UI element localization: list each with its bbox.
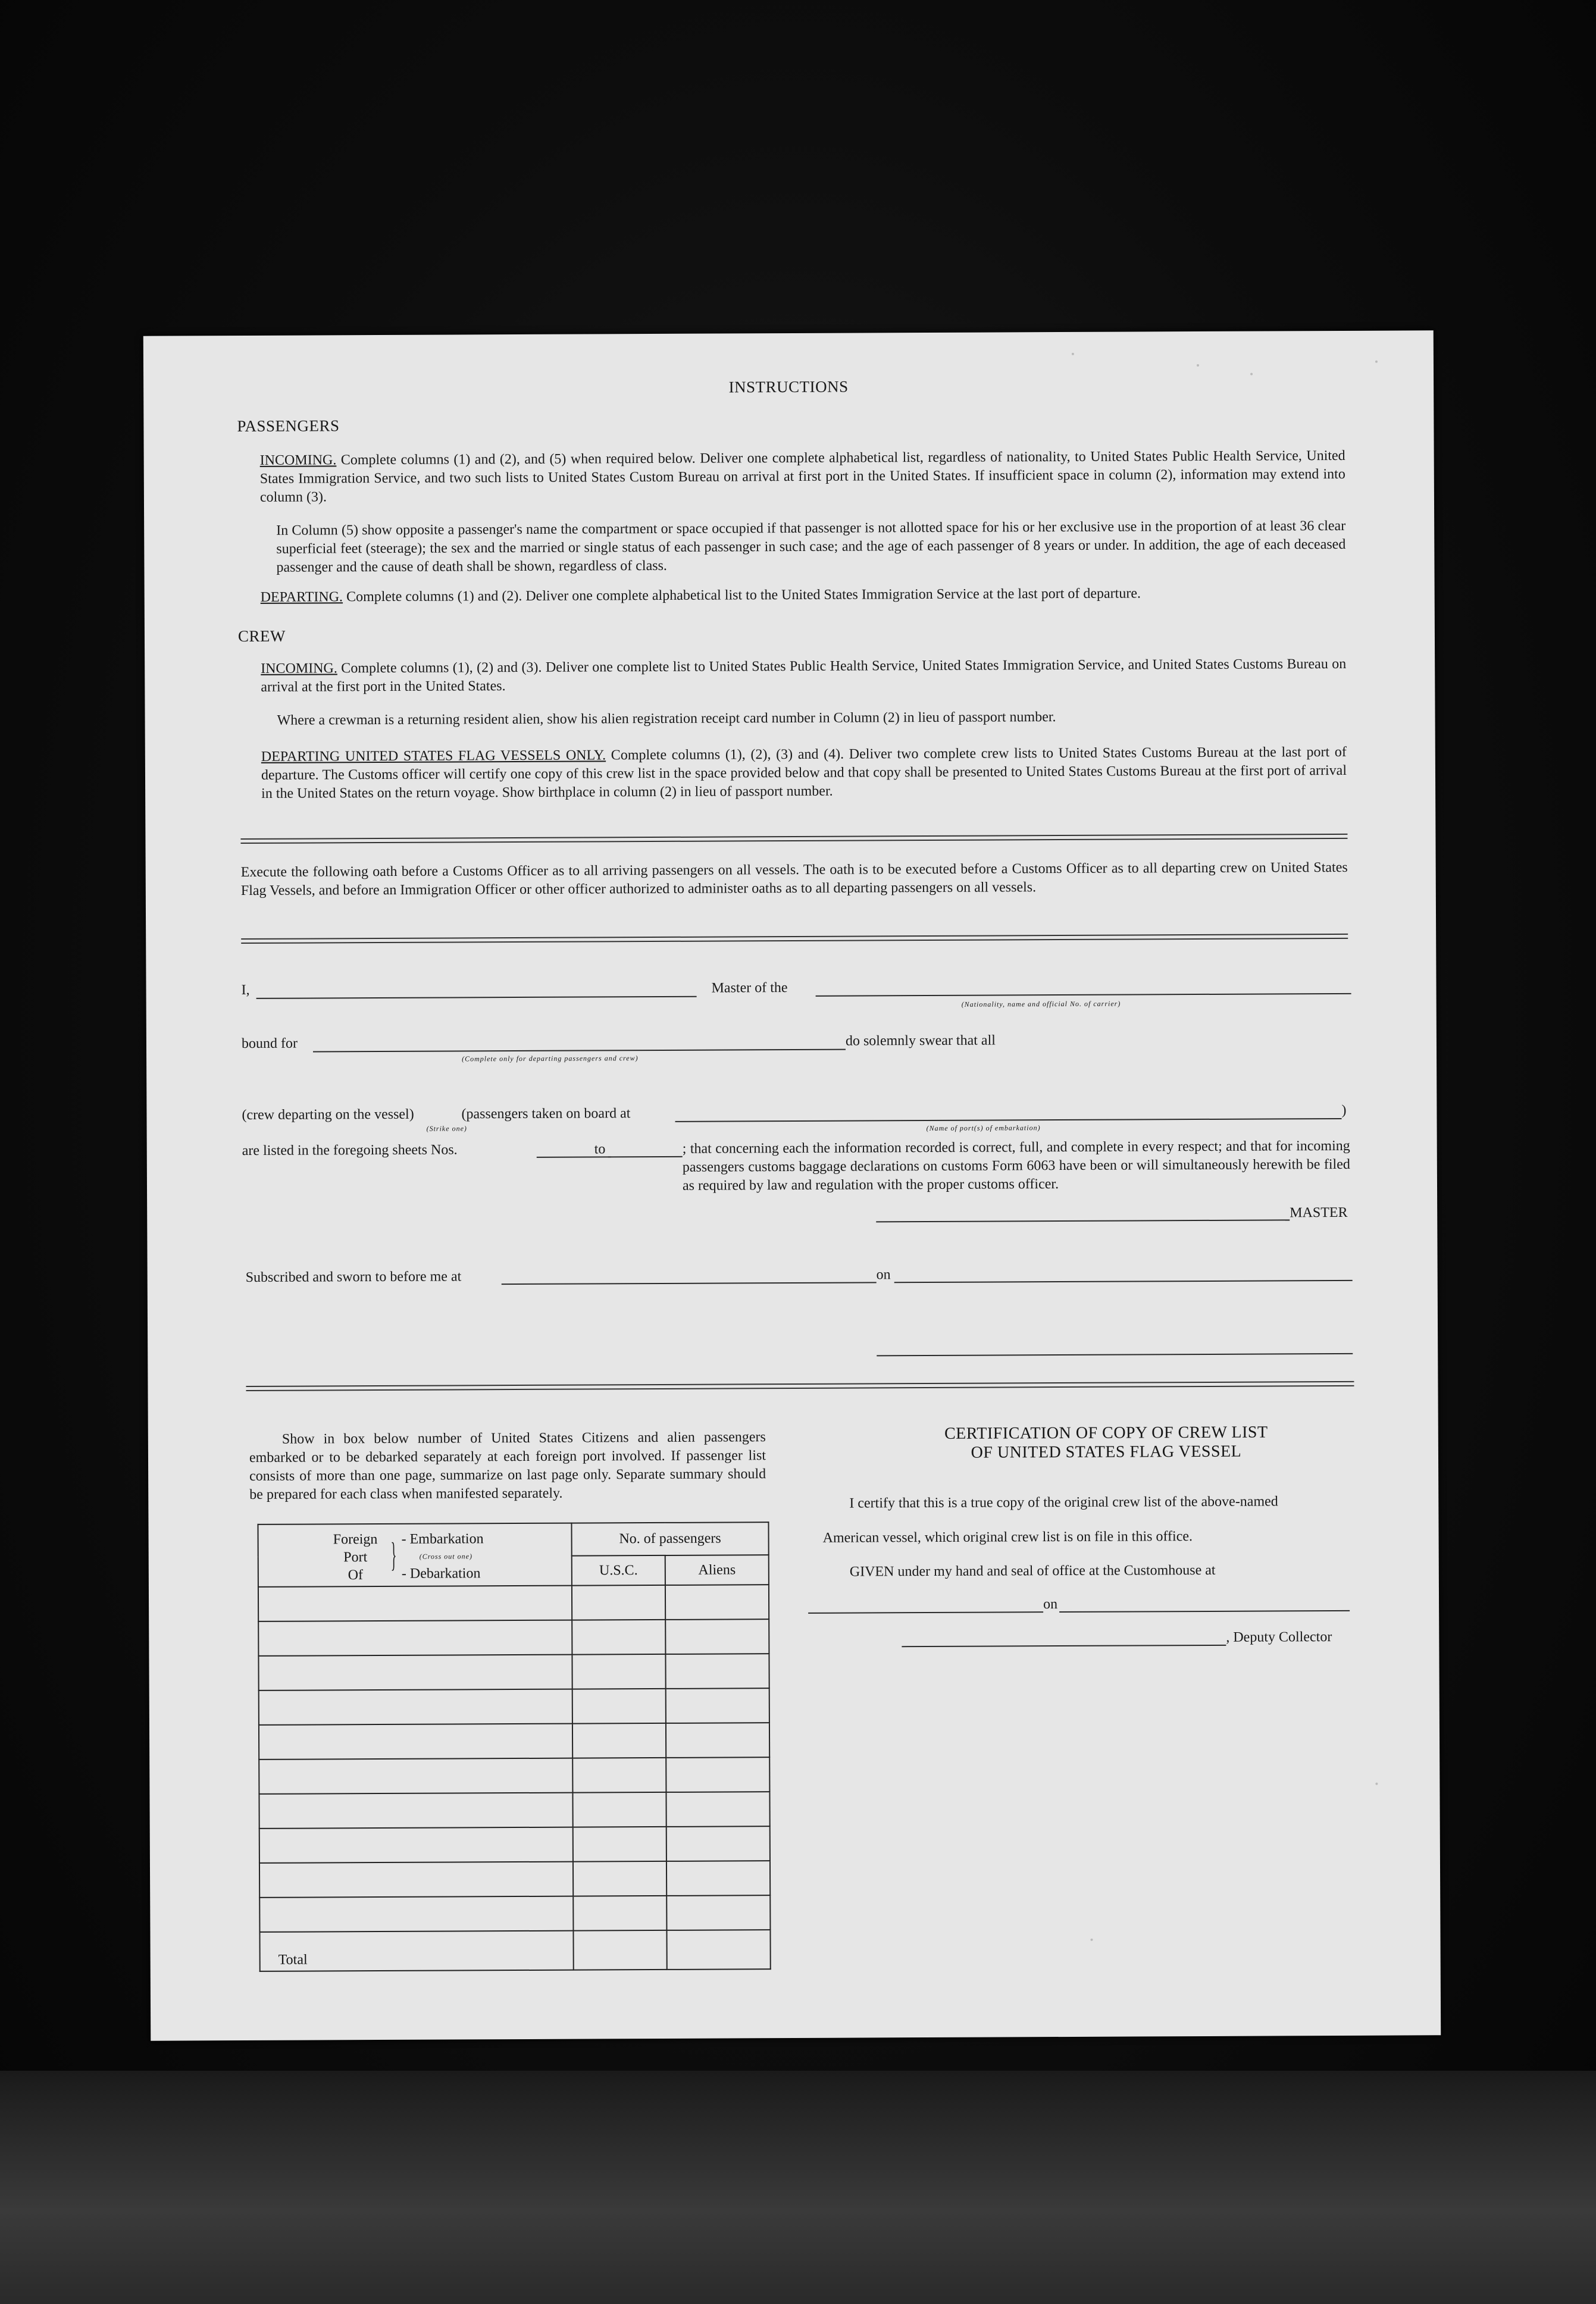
section-divider	[240, 834, 1347, 844]
usc-cell[interactable]	[572, 1792, 666, 1827]
passenger-summary-table	[257, 1522, 771, 1972]
dust-speck	[1091, 1939, 1093, 1941]
master-signature-field[interactable]	[876, 1219, 1290, 1222]
usc-cell[interactable]	[573, 1827, 666, 1862]
american-vessel-statement: American vessel, which original crew list is on file in this office.	[822, 1529, 1193, 1546]
dust-speck	[1375, 1783, 1378, 1785]
swear-label: do solemnly swear that all	[845, 1032, 996, 1049]
port-cell[interactable]	[258, 1586, 572, 1621]
port-label: Port	[343, 1549, 368, 1566]
of-label: Of	[348, 1567, 364, 1583]
passengers-incoming-paragraph	[260, 447, 1345, 507]
aliens-cell[interactable]	[666, 1792, 769, 1827]
ports-note: (Name of port(s) of embarkation)	[926, 1123, 1041, 1133]
crew-resident-paragraph: Where a crewman is a returning resident alien, show his alien registration receipt card number in Column (2) in lieu of passport number.	[277, 709, 1056, 728]
aliens-cell[interactable]	[666, 1861, 770, 1896]
deputy-collector-signature[interactable]	[902, 1645, 1226, 1647]
certification-title-1: CERTIFICATION OF COPY OF CREW LIST	[944, 1423, 1268, 1443]
document-page	[143, 330, 1441, 2040]
port-cell[interactable]	[258, 1655, 572, 1691]
sworn-at-field[interactable]	[502, 1282, 877, 1285]
certification-on-label: on	[1043, 1596, 1058, 1613]
crew-departing-text: Complete columns (1), (2), (3) and (4). Deliver two complete crew lists to United States Customs Bureau at the last port of departure. The Customs officer will certify one copy of this crew list in the space provided below and that copy shall be presented to United States Customs Bureau at the first port of arrival in the United States on the return voyage. Show birthplace in column (2) in lieu of passport number.	[261, 744, 1347, 802]
listed-sheets-label: are listed in the foregoing sheets Nos.	[242, 1142, 458, 1159]
usc-cell[interactable]	[572, 1723, 666, 1758]
foreign-label: Foreign	[333, 1532, 378, 1548]
debarkation-label: - Debarkation	[401, 1566, 481, 1582]
master-name-field[interactable]	[256, 996, 697, 999]
usc-header: U.S.C.	[572, 1555, 665, 1586]
aliens-cell[interactable]	[665, 1654, 769, 1689]
port-header-cell	[258, 1523, 571, 1587]
passengers-heading: PASSENGERS	[237, 417, 340, 436]
port-cell[interactable]	[259, 1862, 573, 1898]
vessel-field[interactable]	[816, 993, 1351, 997]
embarkation-ports-field[interactable]	[675, 1118, 1342, 1122]
passengers-departing-text: Complete columns (1) and (2). Deliver one complete alphabetical list to the United States Immigration Service at the last port of departure.	[346, 586, 1141, 605]
customhouse-field[interactable]	[808, 1611, 1043, 1614]
no-of-passengers-header: No. of passengers	[571, 1522, 768, 1555]
aliens-cell[interactable]	[666, 1757, 769, 1792]
complete-only-note: (Complete only for departing passengers and crew)	[462, 1054, 639, 1063]
close-paren: )	[1341, 1102, 1347, 1118]
sheets-to-label: to	[594, 1141, 606, 1157]
usc-cell[interactable]	[572, 1620, 665, 1655]
usc-cell[interactable]	[573, 1861, 666, 1896]
aliens-total-cell[interactable]	[666, 1930, 770, 1970]
dust-speck	[1197, 364, 1199, 367]
crew-incoming-text: Complete columns (1), (2) and (3). Deliver one complete list to United States Public Health Service, United States Immigration Service, and United States Customs Bureau on arrival at the first port in the United States.	[261, 656, 1347, 695]
aliens-cell[interactable]	[665, 1619, 769, 1654]
crew-departing-option: (crew departing on the vessel)	[242, 1106, 414, 1123]
total-label: Total	[259, 1931, 573, 1971]
bound-for-field[interactable]	[313, 1049, 846, 1053]
usc-cell[interactable]	[572, 1758, 666, 1793]
oath-divider	[241, 934, 1348, 944]
bound-for-label: bound for	[241, 1035, 298, 1052]
listed-statement: ; that concerning each the information recorded is correct, full, and complete in every respect; and that for incoming passengers customs baggage declarations on customs Form 6063 have been or will simultaneously herewith be filed as required by law and regulation with the proper customs officer.	[682, 1138, 1350, 1194]
aliens-header: Aliens	[665, 1555, 769, 1585]
usc-cell[interactable]	[573, 1896, 666, 1931]
dust-speck	[1250, 373, 1253, 375]
officer-signature-field[interactable]	[877, 1353, 1353, 1356]
subscribed-label: Subscribed and sworn to before me at	[245, 1269, 462, 1286]
dust-speck	[1375, 361, 1378, 363]
certify-statement: I certify that this is a true copy of the original crew list of the above-named	[849, 1494, 1278, 1511]
passengers-departing-paragraph	[261, 584, 1346, 607]
passengers-incoming-text: Complete columns (1) and (2), and (5) when required below. Deliver one complete alphabetical list, regardless of nationality, to United States Public Health Service, United States Immigration Service, and two such lists to United States Custom Bureau on arrival at first port in the United States. If insufficient space in column (2), information may extend into column (3).	[259, 447, 1345, 505]
scanner-bed-edge	[0, 2071, 1596, 2304]
brace: }	[390, 1535, 397, 1574]
summary-instructions: Show in box below number of United States Citizens and alien passengers embarked or to be debarked separately at each foreign port involved. If passenger list consists of more than one page, summarize on last page only. Separate summary should be prepared for each class when manifested separately.	[249, 1429, 766, 1502]
passengers-taken-option: (passengers taken on board at	[461, 1106, 631, 1122]
oath-intro: Execute the following oath before a Customs Officer as to all arriving passengers on all vessels. The oath is to be executed before a Customs Officer as to all departing crew on United States Flag Vessels, and before an Immigration Officer or other officer authorized to administer oaths as to all departing passengers on all vessels.	[240, 859, 1348, 899]
sworn-on-label: on	[876, 1267, 891, 1283]
usc-cell[interactable]	[572, 1654, 665, 1689]
certification-date-field[interactable]	[1059, 1610, 1350, 1613]
passengers-incoming-label: INCOMING.	[259, 452, 337, 468]
crew-departing-label: DEPARTING UNITED STATES FLAG VESSELS ONLY.	[261, 747, 606, 765]
port-cell[interactable]	[259, 1896, 573, 1932]
port-cell[interactable]	[259, 1689, 572, 1725]
given-statement: GIVEN under my hand and seal of office at the Customhouse at	[849, 1562, 1216, 1580]
aliens-cell[interactable]	[666, 1723, 769, 1758]
sworn-on-field[interactable]	[894, 1280, 1353, 1283]
lower-divider	[246, 1381, 1354, 1391]
crew-incoming-paragraph	[261, 655, 1346, 697]
crew-heading: CREW	[237, 627, 286, 646]
master-of-label: Master of the	[711, 980, 788, 996]
crew-incoming-label: INCOMING.	[261, 660, 337, 677]
dust-speck	[1072, 353, 1074, 355]
port-cell[interactable]	[259, 1724, 572, 1760]
port-cell[interactable]	[259, 1793, 572, 1829]
nationality-note: (Nationality, name and official No. of carrier)	[961, 999, 1121, 1009]
deputy-collector-label: , Deputy Collector	[1226, 1629, 1332, 1645]
usc-cell[interactable]	[572, 1585, 665, 1620]
oath-i-label: I,	[241, 982, 250, 998]
certification-title-2: OF UNITED STATES FLAG VESSEL	[971, 1442, 1242, 1462]
aliens-cell[interactable]	[666, 1826, 770, 1861]
aliens-cell[interactable]	[665, 1585, 769, 1620]
passengers-departing-label: DEPARTING.	[260, 589, 343, 605]
strike-one-note: (Strike one)	[426, 1124, 467, 1133]
embarkation-label: - Embarkation	[401, 1531, 484, 1547]
cross-out-note: (Cross out one)	[419, 1552, 472, 1561]
port-cell[interactable]	[259, 1758, 572, 1794]
sheets-to-field[interactable]	[608, 1156, 683, 1158]
aliens-cell[interactable]	[666, 1688, 769, 1723]
page-title: INSTRUCTIONS	[728, 377, 849, 396]
aliens-cell[interactable]	[666, 1895, 770, 1930]
usc-total-cell[interactable]	[573, 1930, 666, 1970]
port-cell[interactable]	[258, 1620, 572, 1656]
crew-departing-paragraph	[261, 743, 1347, 803]
master-label: MASTER	[1290, 1204, 1348, 1221]
usc-cell[interactable]	[572, 1689, 666, 1724]
port-cell[interactable]	[259, 1827, 573, 1863]
passengers-column5-paragraph: In Column (5) show opposite a passenger's name the compartment or space occupied if that passenger is not allotted space for his or her exclusive use in the proportion of at least 36 clear superficial feet (steerage); the sex and the married or single status of each passenger in such case; and the age of each passenger of 8 years or under. In addition, the age of each deceased passenger and the cause of death shall be shown, regardless of class.	[276, 518, 1346, 575]
